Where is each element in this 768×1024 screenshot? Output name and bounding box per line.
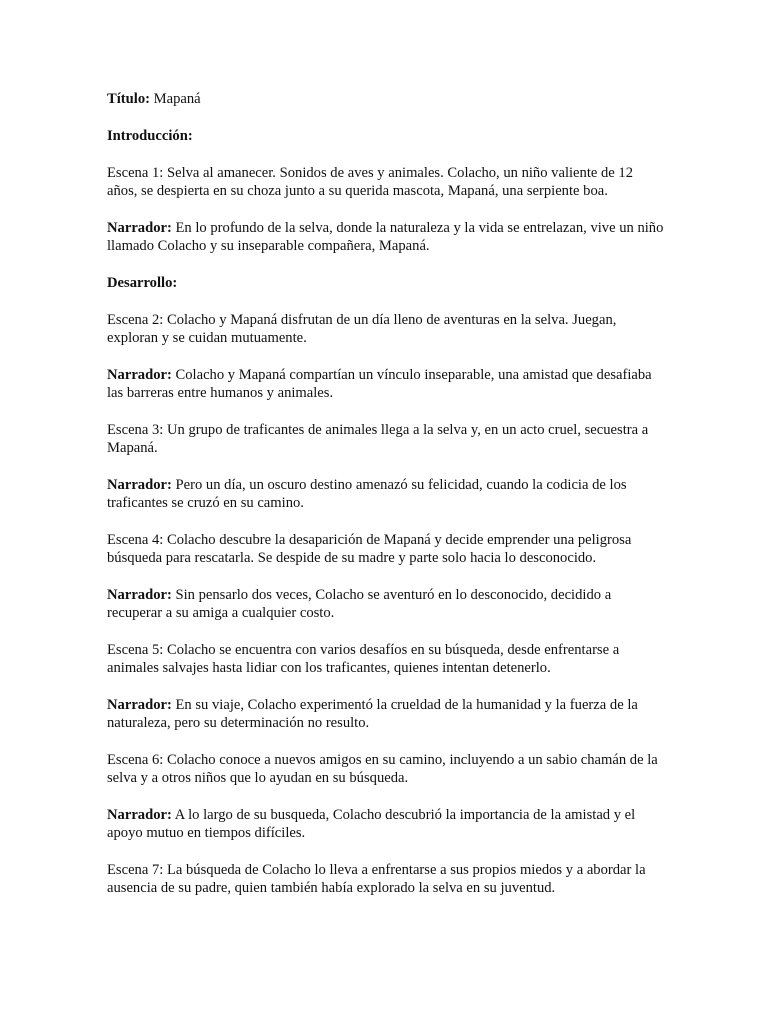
title-value: Mapaná: [153, 91, 201, 107]
narrator-text: A lo largo de su busqueda, Colacho descubrió la importancia de la amistad y el apoyo mutuo en tiempos difíciles.: [107, 807, 636, 841]
narrator-1: [107, 219, 667, 255]
scene-1: Escena 1: Selva al amanecer. Sonidos de aves y animales. Colacho, un niño valiente de 12 años, se despierta en su choza junto a su querida mascota, Mapaná, una serpiente boa.: [107, 165, 634, 199]
narrator-label: Narrador:: [107, 367, 172, 383]
narrator-text: Pero un día, un oscuro destino amenazó su felicidad, cuando la codicia de los traficantes se cruzó en su camino.: [107, 477, 627, 511]
scene-3: Escena 3: Un grupo de traficantes de animales llega a la selva y, en un acto cruel, secuestra a Mapaná.: [107, 422, 649, 456]
narrator-text: Sin pensarlo dos veces, Colacho se aventuró en lo desconocido, decidido a recuperar a su amiga a cualquier costo.: [107, 587, 612, 621]
narrator-label: Narrador:: [107, 477, 172, 493]
narrator-label: Narrador:: [107, 587, 172, 603]
title-line: [107, 90, 667, 108]
development-heading: Desarrollo:: [107, 275, 178, 291]
narrator-5: [107, 696, 667, 732]
narrator-label: Narrador:: [107, 807, 172, 823]
scene-2: Escena 2: Colacho y Mapaná disfrutan de un día lleno de aventuras en la selva. Juegan, exploran y se cuidan mutuamente.: [107, 312, 617, 346]
narrator-6: [107, 806, 667, 842]
narrator-label: Narrador:: [107, 697, 172, 713]
scene-4: Escena 4: Colacho descubre la desaparición de Mapaná y decide emprender una peligrosa búsqueda para rescatarla. Se despide de su madre y parte solo hacia lo desconocido.: [107, 532, 632, 566]
narrator-label: Narrador:: [107, 220, 172, 236]
intro-heading: Introducción:: [107, 128, 193, 144]
scene-5: Escena 5: Colacho se encuentra con varios desafíos en su búsqueda, desde enfrentarse a animales salvajes hasta lidiar con los traficantes, quienes intentan detenerlo.: [107, 642, 620, 676]
scene-6: Escena 6: Colacho conoce a nuevos amigos en su camino, incluyendo a un sabio chamán de la selva y a otros niños que lo ayudan en su búsqueda.: [107, 752, 658, 786]
title-label: Título:: [107, 91, 150, 107]
document-page: [107, 90, 667, 916]
narrator-text: Colacho y Mapaná compartían un vínculo inseparable, una amistad que desafiaba las barreras entre humanos y animales.: [107, 367, 652, 401]
narrator-4: [107, 586, 667, 622]
scene-7: Escena 7: La búsqueda de Colacho lo lleva a enfrentarse a sus propios miedos y a abordar la ausencia de su padre, quien también había explorado la selva en su juventud.: [107, 862, 646, 896]
narrator-3: [107, 476, 667, 512]
narrator-text: En su viaje, Colacho experimentó la crueldad de la humanidad y la fuerza de la naturaleza, pero su determinación no resulto.: [107, 697, 638, 731]
narrator-2: [107, 366, 667, 402]
narrator-text: En lo profundo de la selva, donde la naturaleza y la vida se entrelazan, vive un niño llamado Colacho y su inseparable compañera, Mapaná.: [107, 220, 664, 254]
